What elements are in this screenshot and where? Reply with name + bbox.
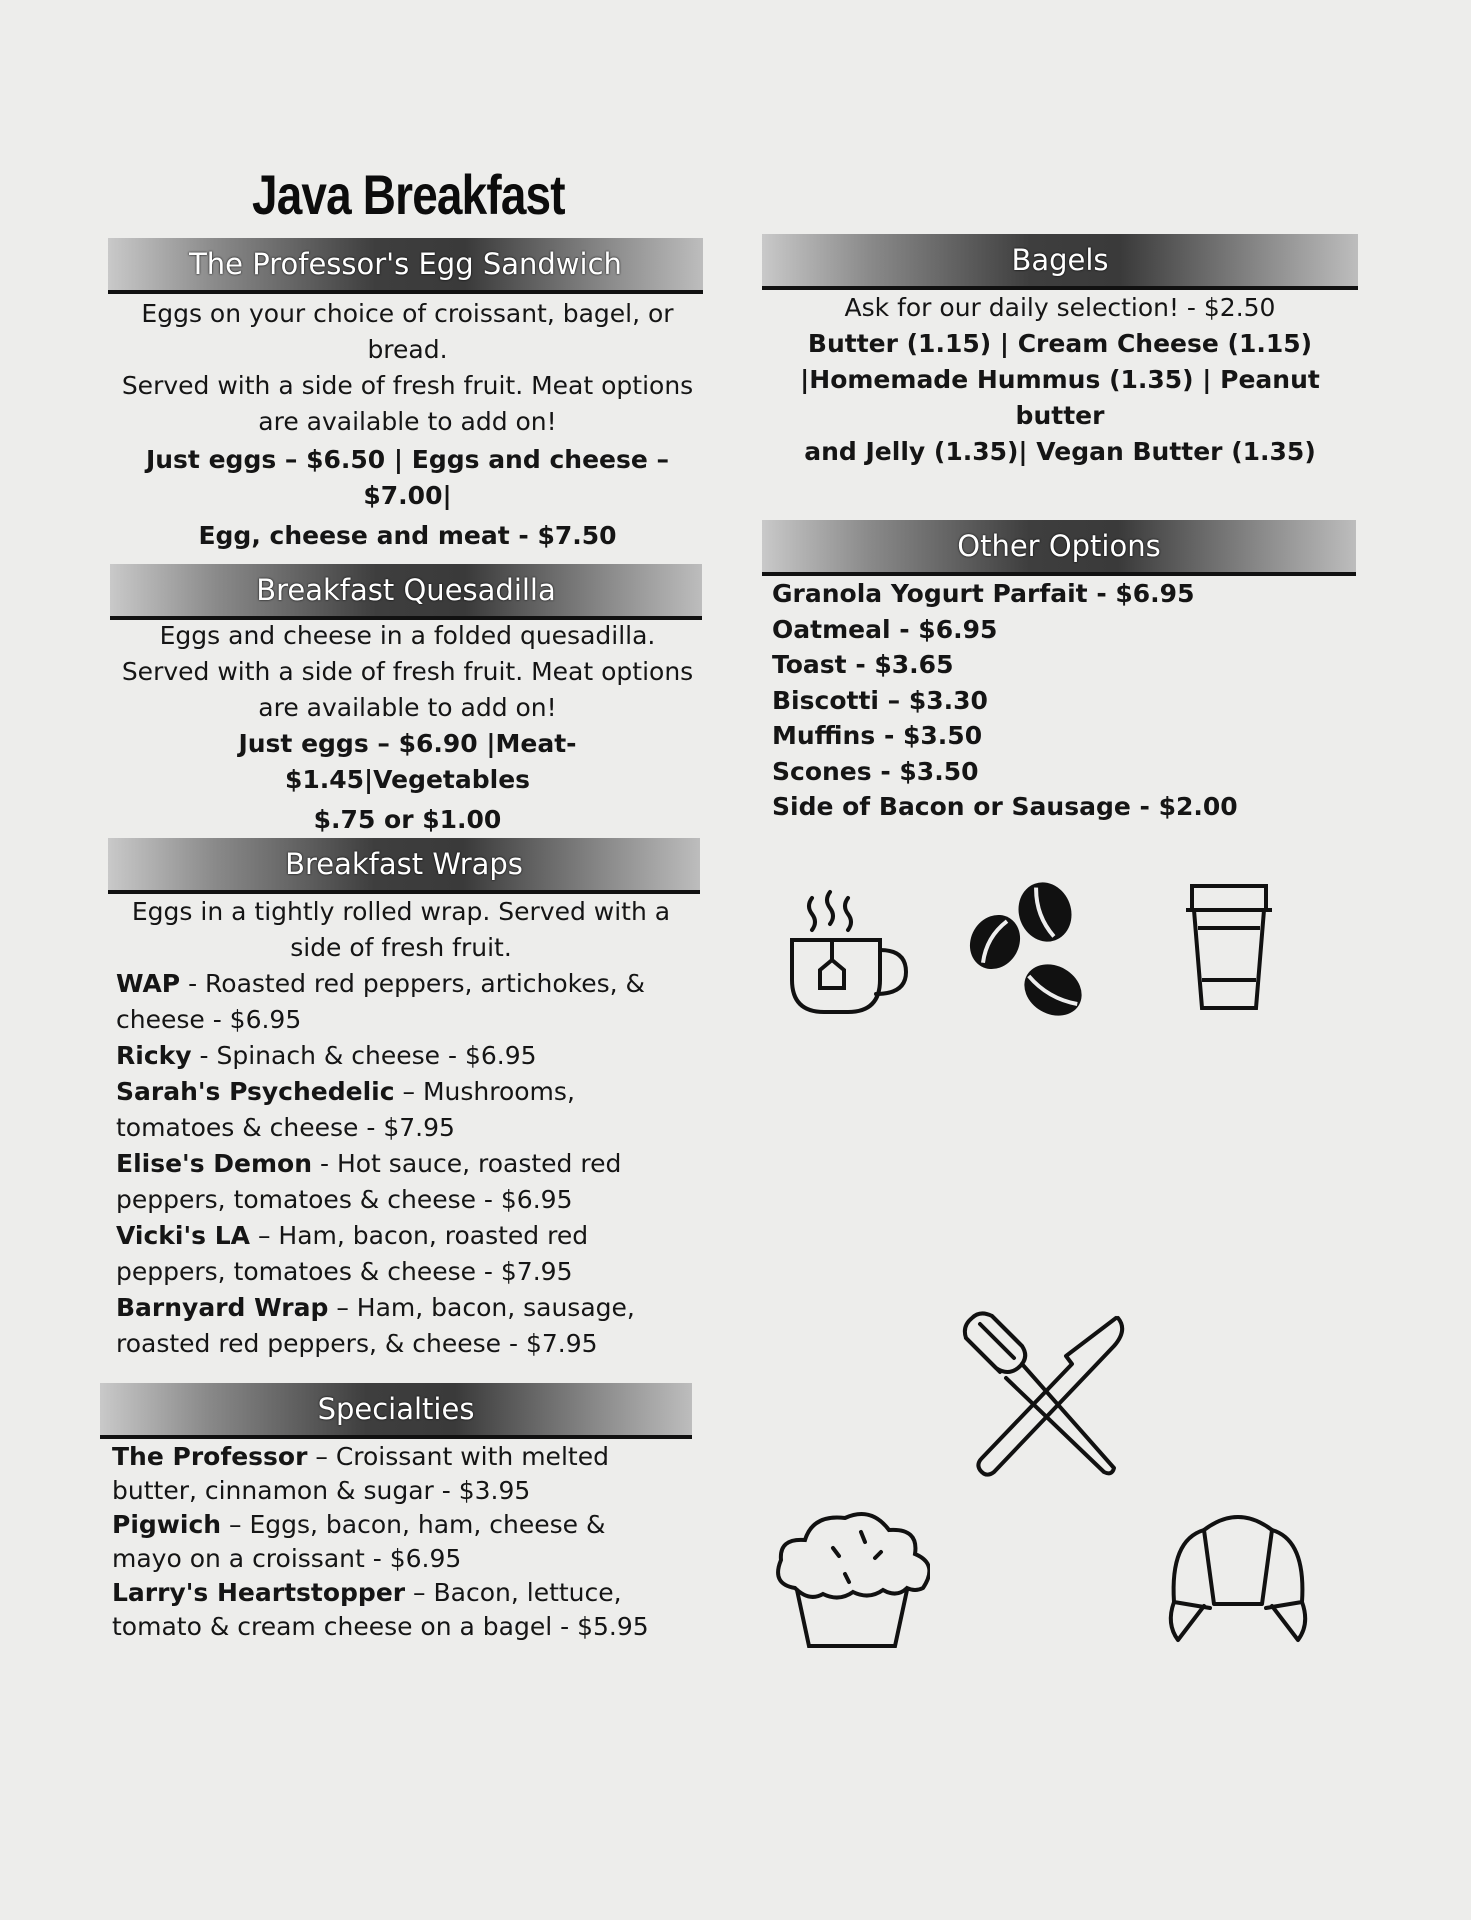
specialties-section [112,1440,682,1644]
egg-sandwich-header-label: The Professor's Egg Sandwich [189,247,622,281]
muffin-icon [775,1508,930,1653]
wrap-item-description: - Roasted red peppers, artichokes, & cheese - $6.95 [116,969,646,1034]
egg-sandwich-prices-2: Egg, cheese and meat - $7.50 [198,521,617,550]
wrap-item [116,966,686,1038]
specialties-list [112,1440,682,1644]
egg-sandwich-section [120,296,695,554]
quesadilla-sides: Served with a side of fresh fruit. Meat options are available to add on! [121,657,694,722]
wrap-item-name: Ricky [116,1041,192,1070]
egg-sandwich-prices: Just eggs – $6.50 | Eggs and cheese – $7.00| [145,445,670,510]
specialty-item-name: Larry's Heartstopper [112,1578,406,1607]
egg-sandwich-header [108,238,703,294]
other-option-item: Muffins - $3.50 [772,721,983,750]
wrap-item [116,1218,686,1290]
bagels-spreads-2: |Homemade Hummus (1.35) | Peanut butter [800,365,1320,430]
specialty-item [112,1576,682,1644]
wraps-header-label: Breakfast Wraps [285,847,523,881]
quesadilla-header [110,564,702,620]
croissant-icon [1160,1508,1315,1648]
wrap-item-description: – Mushrooms, tomatoes & cheese - $7.95 [116,1077,575,1142]
egg-sandwich-sides: Served with a side of fresh fruit. Meat options are available to add on! [121,371,694,436]
egg-sandwich-description: Eggs on your choice of croissant, bagel, or bread. [141,299,674,364]
bagels-daily: Ask for our daily selection! - $2.50 [844,293,1276,322]
bagels-section [770,290,1350,470]
wrap-item-name: WAP [116,969,181,998]
quesadilla-description: Eggs and cheese in a folded quesadilla. [159,621,656,650]
quesadilla-prices: Just eggs – $6.90 |Meat- $1.45|Vegetables [238,729,577,794]
specialty-item-name: Pigwich [112,1510,222,1539]
wraps-description: Eggs in a tightly rolled wrap. Served with a side of fresh fruit. [131,897,671,962]
quesadilla-header-label: Breakfast Quesadilla [256,573,556,607]
wraps-list [116,966,686,1362]
wrap-item-description: – Ham, bacon, sausage, roasted red peppers, & cheese - $7.95 [116,1293,635,1358]
other-option-item: Oatmeal - $6.95 [772,614,998,644]
wrap-item-name: Sarah's Psychedelic [116,1077,395,1106]
specialty-item [112,1508,682,1576]
fork-knife-icon [958,1310,1128,1480]
specialty-item-name: The Professor [112,1442,308,1471]
bagels-spreads-3: and Jelly (1.35)| Vegan Butter (1.35) [804,437,1316,466]
wrap-item [116,1074,686,1146]
other-option-item: Granola Yogurt Parfait - $6.95 [772,579,1195,608]
other-option-item: Biscotti – $3.30 [772,685,988,715]
quesadilla-section [120,618,695,838]
specialty-item-description: – Croissant with melted butter, cinnamon & sugar - $3.95 [112,1442,609,1505]
page-title: Java Breakfast [252,163,565,226]
other-options-section [772,576,1352,825]
tea-cup-icon [780,888,910,1023]
wrap-item [116,1146,686,1218]
specialties-header-label: Specialties [317,1392,475,1426]
bagels-header-label: Bagels [1011,243,1109,277]
wraps-section [116,894,686,1362]
other-option-item: Toast - $3.65 [772,650,954,679]
bagels-header [762,234,1358,290]
wrap-item-description: - Spinach & cheese - $6.95 [191,1041,537,1070]
wrap-item-description: - Hot sauce, roasted red peppers, tomatoes & cheese - $6.95 [116,1149,622,1214]
wrap-item-description: – Ham, bacon, roasted red peppers, tomatoes & cheese - $7.95 [116,1221,589,1286]
wrap-item [116,1038,686,1074]
other-option-item: Scones - $3.50 [772,756,979,786]
wrap-item-name: Elise's Demon [116,1149,313,1178]
wrap-item-name: Barnyard Wrap [116,1293,329,1322]
coffee-beans-icon [965,882,1105,1022]
wraps-header [108,838,700,894]
specialty-item-description: – Eggs, bacon, ham, cheese & mayo on a croissant - $6.95 [112,1510,606,1573]
other-options-header-label: Other Options [957,529,1161,563]
specialties-header [100,1383,692,1439]
specialty-item-description: – Bacon, lettuce, tomato & cream cheese on a bagel - $5.95 [112,1578,649,1641]
coffee-to-go-cup-icon [1180,880,1280,1015]
other-option-item: Side of Bacon or Sausage - $2.00 [772,792,1238,821]
wrap-item [116,1290,686,1362]
quesadilla-prices-2: $.75 or $1.00 [313,805,502,834]
other-options-header [762,520,1356,576]
other-options-list [772,576,1352,825]
bagels-spreads-1: Butter (1.15) | Cream Cheese (1.15) [807,329,1313,358]
wrap-item-name: Vicki's LA [116,1221,251,1250]
specialty-item [112,1440,682,1508]
